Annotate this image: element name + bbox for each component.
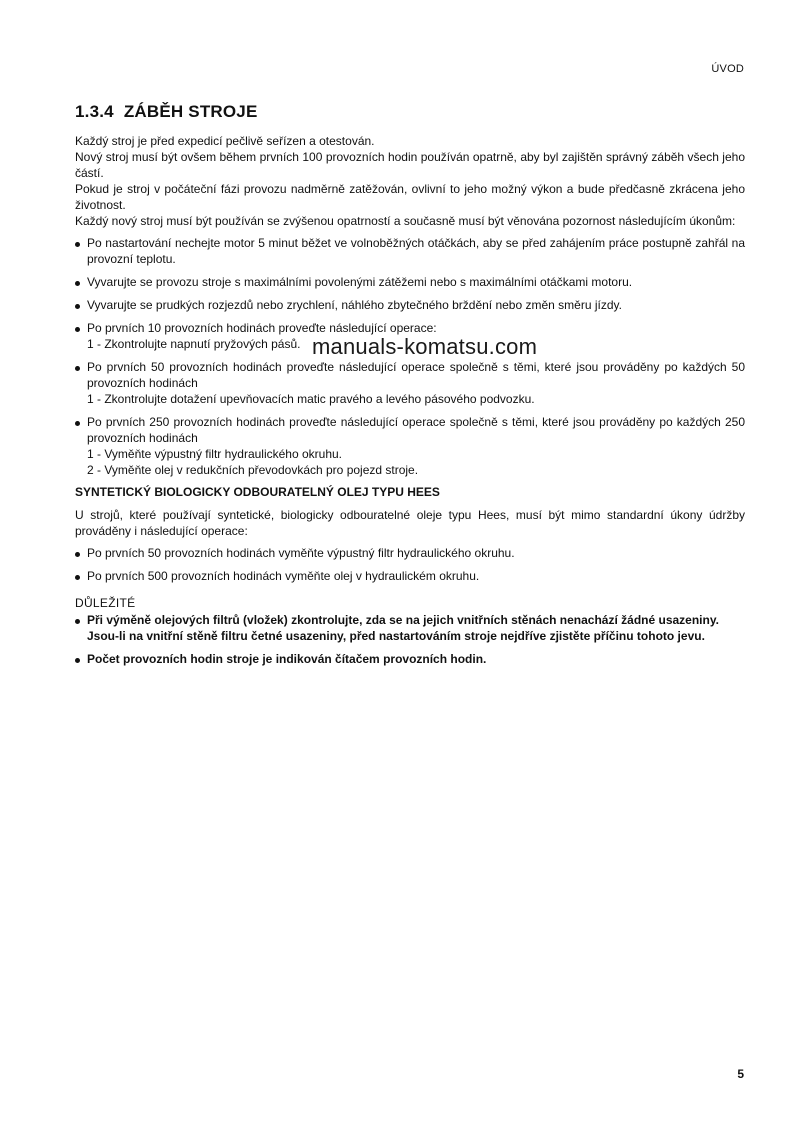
- list-subitem: 1 - Zkontrolujte napnutí pryžových pásů.: [87, 337, 301, 351]
- list-item: Po prvních 500 provozních hodinách vyměňte olej v hydraulickém okruhu.: [75, 568, 745, 584]
- list-item: Po prvních 50 provozních hodinách vyměňte výpustný filtr hydraulického okruhu.: [75, 545, 745, 561]
- bullet-icon: [75, 421, 80, 426]
- intro-paragraph-4: Každý nový stroj musí být používán se zvýšenou opatrností a současně musí být věnována pozornost následujícím úkonům:: [75, 214, 736, 228]
- list-subitem: 2 - Vyměňte olej v redukčních převodovkách pro pojezd stroje.: [87, 463, 419, 477]
- list-item: Vyvarujte se prudkých rozjezdů nebo zrychlení, náhlého zbytečného brždění nebo změn směru jízdy.: [75, 297, 745, 313]
- hees-heading: SYNTETICKÝ BIOLOGICKY ODBOURATELNÝ OLEJ TYPU HEES: [75, 485, 440, 499]
- running-header: ÚVOD: [711, 63, 744, 75]
- hees-list: [75, 545, 745, 584]
- important-list: [75, 612, 745, 667]
- bullet-icon: [75, 658, 80, 663]
- section-number: 1.3.4: [75, 102, 114, 121]
- list-item: Počet provozních hodin stroje je indikován čítačem provozních hodin.: [75, 651, 745, 667]
- bullet-icon: [75, 242, 80, 247]
- list-item: Při výměně olejových filtrů (vložek) zkontrolujte, zda se na jejich vnitřních stěnách nenachází žádné usazeniny. Jsou-li na vnitřní stěně filtru četné usazeniny, před nastartováním stroje nejdříve zjistěte příčinu tohoto jevu.: [75, 612, 745, 644]
- bullet-icon: [75, 281, 80, 286]
- hees-paragraph: U strojů, které používají syntetické, biologicky odbouratelné oleje typu Hees, musí být mimo standardní úkony údržby prováděny i následující operace:: [75, 508, 745, 538]
- list-item: Po prvních 10 provozních hodinách proveďte následující operace: 1 - Zkontrolujte napnutí pryžových pásů.: [75, 320, 745, 352]
- intro-paragraph-1: Každý stroj je před expedicí pečlivě seřízen a otestován.: [75, 134, 375, 148]
- list-item: Po prvních 50 provozních hodinách proveďte následující operace společně s těmi, které jsou prováděny po každých 50 provozních hodinách 1 - Zkontrolujte dotažení upevňovacích matic pravého a levého pásového podvozku.: [75, 359, 745, 407]
- main-content: [75, 102, 745, 674]
- list-item: Po nastartování nechejte motor 5 minut běžet ve volnoběžných otáčkách, aby se před zahájením práce postupně zahřál na provozní teplotu.: [75, 235, 745, 267]
- page-number: 5: [737, 1067, 744, 1081]
- bullet-icon: [75, 619, 80, 624]
- list-subitem: 1 - Vyměňte výpustný filtr hydraulického okruhu.: [87, 447, 343, 461]
- list-subitem: 1 - Zkontrolujte dotažení upevňovacích matic pravého a levého pásového podvozku.: [87, 392, 535, 406]
- intro-paragraph-2: Nový stroj musí být ovšem během prvních 100 provozních hodin používán opatrně, aby byl zajištěn správný záběh všech jeho částí.: [75, 150, 745, 180]
- watermark: manuals-komatsu.com: [312, 334, 538, 359]
- list-item: Vyvarujte se provozu stroje s maximálními povolenými zátěžemi nebo s maximálními otáčkami motoru.: [75, 274, 745, 290]
- bullet-icon: [75, 327, 80, 332]
- important-heading: DŮLEŽITÉ: [75, 596, 136, 610]
- list-item: Po prvních 250 provozních hodinách proveďte následující operace společně s těmi, které jsou prováděny po každých 250 provozních hodinách 1 - Vyměňte výpustný filtr hydraulického okruhu. 2 - Vyměňte olej v redukčních převodovkách pro pojezd stroje.: [75, 414, 745, 478]
- intro-paragraph-3: Pokud je stroj v počáteční fázi provozu nadměrně zatěžován, ovlivní to jeho možný výkon a bude předčasně zkrácena jeho životnost.: [75, 182, 745, 212]
- bullet-icon: [75, 575, 80, 580]
- section-title-text: ZÁBĚH STROJE: [123, 102, 258, 121]
- bullet-icon: [75, 366, 80, 371]
- bullet-icon: [75, 304, 80, 309]
- section-title: [75, 102, 745, 122]
- bullet-icon: [75, 552, 80, 557]
- list-subitem: Jsou-li na vnitřní stěně filtru četné usazeniny, před nastartováním stroje nejdříve zjistěte příčinu tohoto jevu.: [87, 629, 705, 643]
